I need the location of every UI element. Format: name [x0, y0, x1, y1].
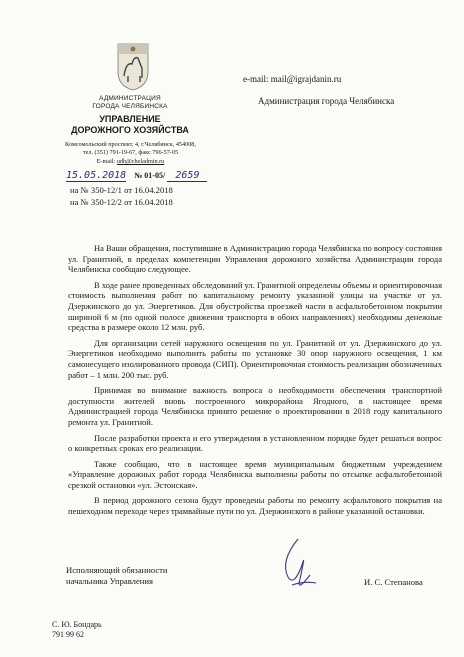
org-address: Комсомольский проспект, 4, г.Челябинск, 454008, — [65, 141, 196, 148]
paragraph-7: В период дорожного сезона будут проведены работы по ремонту асфальтового покрытия на пешеходном переходе через трамвайные пути по ул. Дзержинского в районе указанной остановки. — [68, 495, 442, 517]
doc-date-number — [66, 170, 207, 182]
org-name-small — [60, 95, 200, 111]
org-main-line-1: УПРАВЛЕНИЕ — [99, 114, 161, 124]
recipient-name: Администрация города Челябинска — [258, 96, 395, 106]
paragraph-5: После разработки проекта и его утверждения в установленном порядке будет решаться вопрос о конкретных сроках его реализации. — [68, 432, 442, 454]
executor-name: С. Ю. Бондарь — [52, 620, 102, 629]
doc-number-prefix: № 01-05/ — [134, 171, 166, 180]
org-name-main — [55, 114, 205, 136]
org-main-line-2: ДОРОЖНОГО ХОЗЯЙСТВА — [71, 125, 189, 135]
coat-of-arms-emblem — [114, 42, 152, 92]
signatory-title-2: начальника Управления — [66, 576, 153, 586]
doc-date: 15.05.2018 — [66, 170, 127, 181]
org-email — [48, 158, 213, 166]
reference-2: на № 350-12/2 от 16.04.2018 — [70, 197, 173, 207]
recipient-email: e-mail: mail@igrajdanin.ru — [243, 74, 342, 84]
org-address-block — [48, 141, 213, 166]
executor-phone: 791 99 62 — [52, 630, 84, 639]
org-name-line-1: АДМИНИСТРАЦИЯ — [99, 95, 161, 102]
signatory-name: И. С. Степанова — [364, 577, 423, 587]
signatory-title — [66, 565, 168, 587]
executor-block — [52, 620, 102, 640]
signatory-title-1: Исполняющий обязанности — [66, 565, 168, 575]
paragraph-1: На Ваши обращения, поступившие в Администрацию города Челябинска по вопросу состояния ул. Гранитной, в пределах компетенции Управления дорожного хозяйства Администрации города Челябинска сообщаю следующее. — [68, 243, 443, 275]
reference-1: на № 350-12/1 от 16.04.2018 — [70, 185, 173, 195]
org-email-value: udh@cheladmin.ru — [116, 157, 165, 165]
letter-body — [68, 243, 442, 517]
doc-number: 2659 — [167, 170, 207, 182]
paragraph-3: Для организации сетей наружного освещения по ул. Гранитной от ул. Дзержинского до ул. Энергетиков необходимо выполнить работы по установке 30 опор наружного освещения, 1 км самонесущего изолированного провода (СИП). Ориентировочная стоимость реализации обозначенных работ – 1 млн. 200 тыс. руб. — [68, 337, 442, 380]
org-phones: тел. (351) 791-19-67, факс 796-57-05 — [82, 149, 179, 157]
org-email-label: E-mail: — [96, 157, 116, 165]
handwritten-signature — [270, 535, 330, 595]
paragraph-2: В ходе ранее проведенных обследований ул. Гранитной определены объемы и ориентировочная стоимость выполнения работ по капитальному ремонту указанной улицы на участке от ул. Дзержинского до ул. Энергетиков. Для обустройства проезжей части в асфальтобетонном покрытии шириной 6 м (по одной полосе движения транспорта в обоих направлениях) необходимы денежные средства в размере около 12 млн. руб. — [68, 279, 442, 333]
org-name-line-2: ГОРОДА ЧЕЛЯБИНСКА — [92, 103, 168, 110]
paragraph-6: Также сообщаю, что в настоящее время муниципальным бюджетным учреждением «Управление дорожных работ города Челябинска выполнены работы по отсыпке асфальтобетонной срезкой остановки «ул. Эстонская». — [68, 458, 442, 490]
paragraph-4: Принимая во внимание важность вопроса о необходимости обеспечения транспортной доступности жителей вновь построенного микрорайона Ягодного, в настоящее время Администрацией города Челябинска принято решение о проектировании в 2018 году капитального ремонта ул. Гранитной. — [68, 385, 442, 427]
